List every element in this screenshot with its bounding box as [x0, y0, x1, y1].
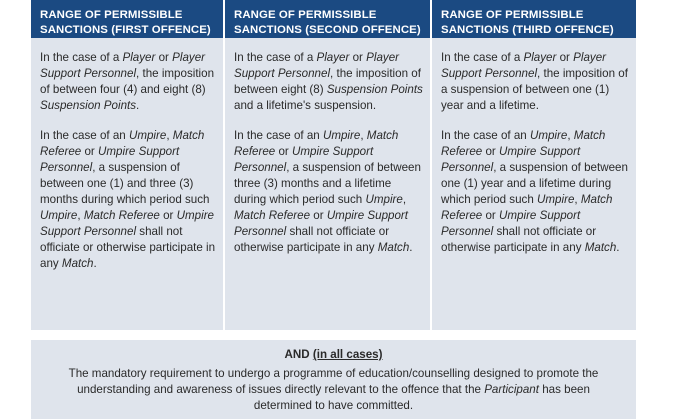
- header-line1: RANGE OF PERMISSIBLE: [40, 9, 183, 21]
- header-second-offence: [224, 0, 431, 38]
- all-cases-footer: [31, 338, 636, 419]
- player-sanction-first: In the case of a Player or Player Support Personnel, the imposition of between four (4) and eight (8) Suspension Points.: [40, 51, 215, 112]
- header-line2: SANCTIONS (THIRD OFFENCE): [441, 24, 614, 36]
- header-third-offence: [431, 0, 636, 38]
- cell-second-offence: [224, 38, 431, 330]
- sanctions-row: [31, 38, 636, 330]
- sanctions-table: [31, 0, 636, 330]
- education-requirement: The mandatory requirement to undergo a programme of education/counselling designed to promote the understanding and awareness of issues directly relevant to the offence that the Participant has been determined to have committed.: [68, 367, 599, 412]
- umpire-sanction-first: In the case of an Umpire, Match Referee or Umpire Support Personnel, a suspension of between one (1) and three (3) months during which period such Umpire, Match Referee or Umpire Support Personnel shall not officiate or otherwise participate in any Match.: [40, 129, 216, 270]
- header-line2: SANCTIONS (FIRST OFFENCE): [40, 24, 211, 36]
- header-line1: RANGE OF PERMISSIBLE: [234, 9, 377, 21]
- header-row: [31, 0, 636, 38]
- umpire-sanction-third: In the case of an Umpire, Match Referee or Umpire Support Personnel, a suspension of between one (1) year and a lifetime during which period such Umpire, Match Referee or Umpire Support Personnel shall not officiate or otherwise participate in any Match.: [441, 129, 628, 254]
- player-sanction-third: In the case of a Player or Player Support Personnel, the imposition of a suspension of between one (1) year and a lifetime.: [441, 51, 628, 112]
- header-line2: SANCTIONS (SECOND OFFENCE): [234, 24, 421, 36]
- player-sanction-second: In the case of a Player or Player Support Personnel, the imposition of between eight (8) Suspension Points and a lifetime's suspension.: [234, 51, 423, 112]
- header-line1: RANGE OF PERMISSIBLE: [441, 9, 584, 21]
- cell-third-offence: [431, 38, 636, 330]
- umpire-sanction-second: In the case of an Umpire, Match Referee or Umpire Support Personnel, a suspension of between three (3) months and a lifetime during which period such Umpire, Match Referee or Umpire Support Personnel shall not officiate or otherwise participate in any Match.: [234, 129, 421, 254]
- cell-first-offence: [31, 38, 224, 330]
- and-heading: AND (in all cases): [284, 348, 383, 361]
- sanctions-table-container: [31, 0, 636, 419]
- header-first-offence: [31, 0, 224, 38]
